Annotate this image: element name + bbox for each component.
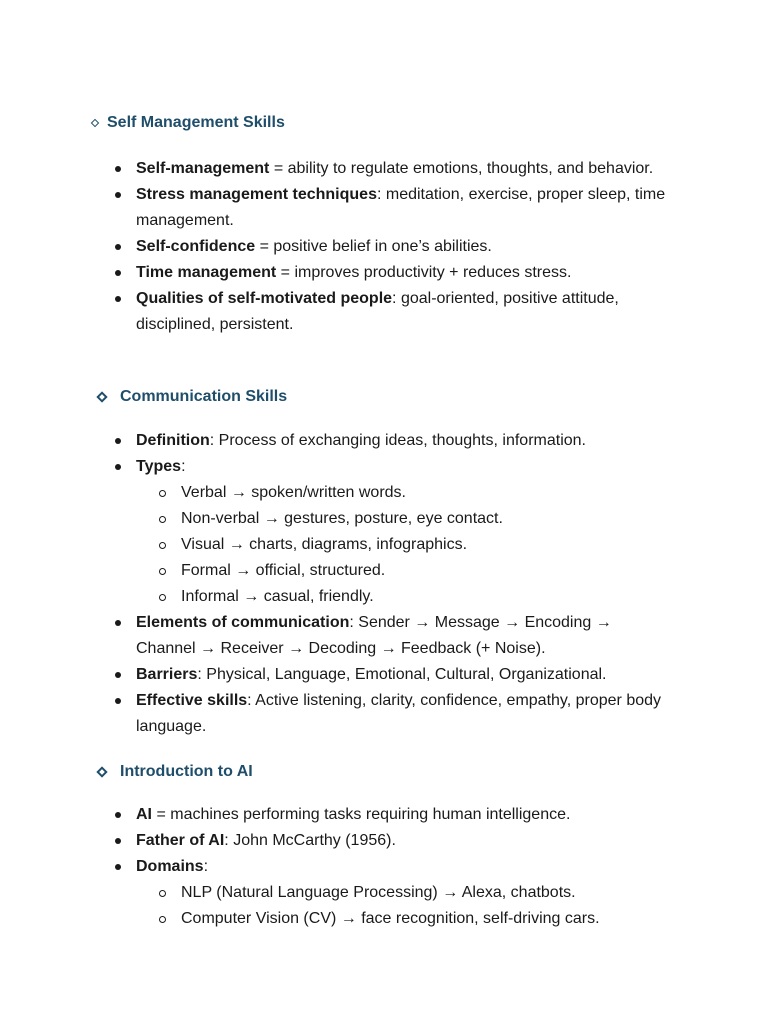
section-title: Introduction to AI xyxy=(120,763,253,780)
item-term: Elements of communication xyxy=(136,614,350,631)
diamond-bullet-icon xyxy=(96,391,107,402)
item-text: : Sender → Message → Encoding → Channel → Receiver → Decoding → Feedback (+ Noise). xyxy=(136,614,612,657)
diamond-bullet-icon xyxy=(91,119,99,127)
list-item xyxy=(0,854,768,880)
item-term: Barriers xyxy=(136,666,198,683)
item-term: Time management xyxy=(136,264,277,281)
item-text: : Process of exchanging ideas, thoughts, information. xyxy=(209,432,586,449)
item-text: = improves productivity + reduces stress. xyxy=(276,264,572,281)
sub-list-item: Computer Vision (CV) → face recognition, self-driving cars. xyxy=(0,906,768,932)
item-text: = ability to regulate emotions, thoughts, and behavior. xyxy=(269,160,654,177)
list-item xyxy=(0,828,768,854)
list-item xyxy=(0,688,768,740)
item-text: : xyxy=(181,458,186,475)
sub-list-item: NLP (Natural Language Processing) → Alexa, chatbots. xyxy=(0,880,768,906)
list-item xyxy=(0,610,768,662)
section-heading-communication xyxy=(98,388,287,406)
section-title: Communication Skills xyxy=(120,388,288,405)
sub-list-item: Informal → casual, friendly. xyxy=(0,584,768,610)
sub-list-item: Verbal → spoken/written words. xyxy=(0,480,768,506)
item-text: = machines performing tasks requiring human intelligence. xyxy=(152,806,571,823)
section-heading-intro-ai xyxy=(98,763,253,781)
item-term: Definition xyxy=(136,432,210,449)
sub-list-item: Visual → charts, diagrams, infographics. xyxy=(0,532,768,558)
item-term: Qualities of self-motivated people xyxy=(136,290,393,307)
section-title: Self Management Skills xyxy=(107,114,285,131)
intro-ai-list xyxy=(0,802,768,932)
list-item xyxy=(0,454,768,480)
item-text: : Physical, Language, Emotional, Cultural, Organizational. xyxy=(197,666,607,683)
item-term: Self-confidence xyxy=(136,238,256,255)
list-item xyxy=(0,182,768,234)
diamond-bullet-icon xyxy=(96,766,107,777)
item-term: AI xyxy=(136,806,152,823)
item-term: Father of AI xyxy=(136,832,225,849)
item-term: Self-management xyxy=(136,160,270,177)
list-item xyxy=(0,260,768,286)
item-term: Types xyxy=(136,458,182,475)
sub-list-item: Non-verbal → gestures, posture, eye contact. xyxy=(0,506,768,532)
sub-list-item: Formal → official, structured. xyxy=(0,558,768,584)
list-item xyxy=(0,802,768,828)
list-item xyxy=(0,428,768,454)
item-text: = positive belief in one’s abilities. xyxy=(255,238,492,255)
self-management-list xyxy=(0,156,768,338)
item-text: : John McCarthy (1956). xyxy=(224,832,396,849)
item-term: Domains xyxy=(136,858,204,875)
item-term: Effective skills xyxy=(136,692,248,709)
section-heading-self-management xyxy=(92,114,285,132)
list-item xyxy=(0,662,768,688)
list-item xyxy=(0,234,768,260)
item-text: : Active listening, clarity, confidence, empathy, proper body language. xyxy=(136,692,662,735)
list-item xyxy=(0,286,768,338)
item-text: : goal-oriented, positive attitude, disciplined, persistent. xyxy=(136,290,619,333)
item-text: : xyxy=(203,858,209,875)
list-item xyxy=(0,156,768,182)
item-text: : meditation, exercise, proper sleep, time management. xyxy=(136,186,666,229)
item-term: Stress management techniques xyxy=(136,186,377,203)
communication-list xyxy=(0,428,768,740)
